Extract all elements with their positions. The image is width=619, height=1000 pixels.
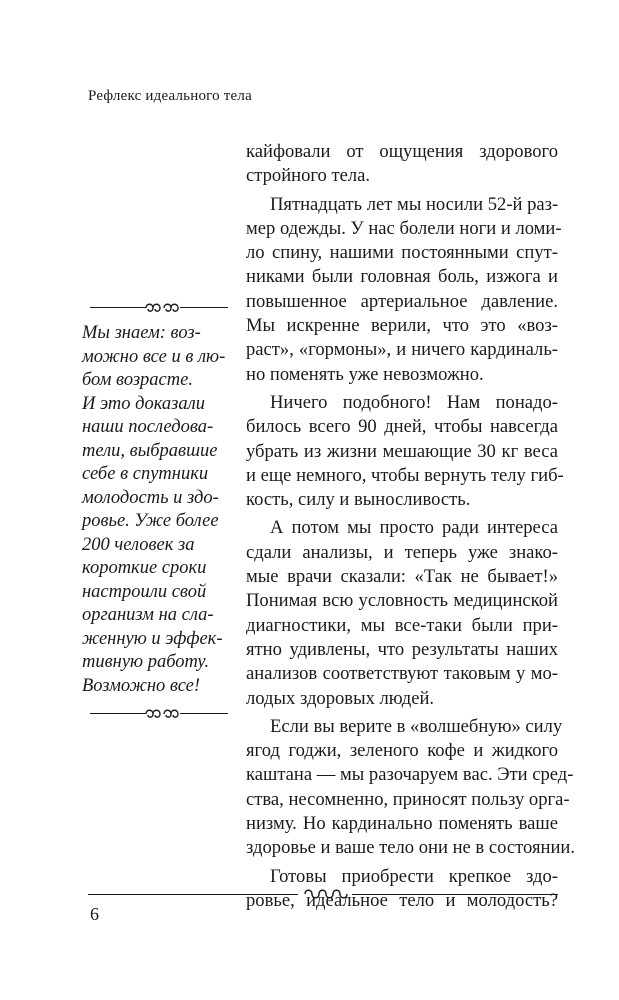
text-line: сдали анализы, и теперь уже знако- bbox=[246, 541, 558, 563]
sidebar-line: бом возрасте. bbox=[82, 370, 193, 390]
text-line: ровье, идеальное тело и молодость? bbox=[246, 889, 558, 911]
sidebar-bottom-ornament bbox=[82, 702, 234, 726]
sidebar-line: ровье. Уже более bbox=[82, 511, 219, 531]
curl-ornament-icon bbox=[142, 706, 182, 722]
sidebar-top-ornament bbox=[82, 296, 234, 320]
sidebar-line: тели, выбравшие bbox=[82, 440, 218, 461]
footer-ornament-rule bbox=[88, 882, 558, 906]
footer-rule-right bbox=[352, 894, 558, 895]
text-line: Ничего подобного! Нам понадо- bbox=[270, 391, 558, 413]
paragraph bbox=[246, 715, 575, 861]
text-line: Мы искренне верили, что это «воз- bbox=[246, 315, 558, 337]
ornament-rule-left bbox=[90, 307, 146, 308]
sidebar-line: организм на сла- bbox=[82, 605, 214, 625]
footer-rule-left bbox=[88, 894, 298, 895]
sidebar-line: И это доказали bbox=[82, 393, 205, 414]
ornament-rule-right bbox=[180, 713, 228, 714]
sidebar-line: тивную работу. bbox=[82, 652, 210, 672]
text-line: стройного тела. bbox=[246, 165, 371, 187]
text-line: убрать из жизни мешающие 30 кг веса bbox=[246, 440, 558, 462]
paragraph bbox=[246, 140, 558, 189]
text-line: ягод годжи, зеленого кофе и жидкого bbox=[246, 740, 558, 762]
sidebar-line: наши последова- bbox=[82, 417, 214, 437]
paragraph bbox=[246, 516, 558, 710]
sidebar-line: короткие сроки bbox=[82, 558, 207, 578]
text-line: анализов соответствуют таковым у мо- bbox=[246, 663, 558, 685]
sidebar-line: женную и эффек- bbox=[82, 628, 223, 649]
sidebar-line: молодость и здо- bbox=[82, 487, 219, 508]
text-line: А потом мы просто ради интереса bbox=[270, 517, 558, 539]
text-line: ства, несомненно, приносят пользу орга- bbox=[246, 788, 570, 810]
sidebar-quote-box bbox=[82, 296, 234, 726]
text-line: Готовы приобрести крепкое здо- bbox=[270, 865, 558, 887]
sidebar-line: себе в спутники bbox=[82, 464, 209, 484]
text-line: Понимая всю условность медицинской bbox=[246, 590, 558, 612]
sidebar-line: 200 человек за bbox=[82, 534, 195, 555]
sidebar-line: можно все и в лю- bbox=[82, 346, 226, 367]
text-line: ятно удивлены, что результаты наших bbox=[246, 638, 558, 660]
text-line: и еще немного, чтобы вернуть телу гиб- bbox=[246, 464, 564, 486]
text-line: никами были головная боль, изжога и bbox=[246, 266, 558, 288]
main-body-text bbox=[246, 140, 575, 917]
page-number: 6 bbox=[90, 904, 99, 924]
curl-ornament-icon bbox=[142, 300, 182, 316]
text-line: ло спину, нашими постоянными спут- bbox=[246, 242, 558, 264]
ornament-rule-right bbox=[180, 307, 228, 308]
text-line: здоровье и ваше тело они не в состоянии. bbox=[246, 837, 575, 859]
ornament-rule-left bbox=[90, 713, 146, 714]
text-line: повышенное артериальное давление. bbox=[246, 290, 558, 312]
text-line: кость, силу и выносливость. bbox=[246, 489, 471, 511]
sidebar-quote-text bbox=[82, 322, 234, 698]
text-line: лодых здоровых людей. bbox=[246, 687, 435, 709]
text-line: билось всего 90 дней, чтобы навсегда bbox=[246, 416, 558, 438]
text-line: Если вы верите в «волшебную» силу bbox=[270, 715, 563, 737]
footer-curl-ornament-icon bbox=[302, 886, 350, 902]
text-line: раст», «гормоны», и ничего кардиналь- bbox=[246, 339, 558, 361]
sidebar-line: Мы знаем: воз- bbox=[82, 323, 201, 343]
text-line: Пятнадцать лет мы носили 52-й раз- bbox=[270, 193, 559, 215]
running-head: Рефлекс идеального тела bbox=[88, 88, 252, 104]
text-line: диагностики, мы все-таки были при- bbox=[246, 614, 558, 636]
sidebar-line: Возможно все! bbox=[82, 675, 201, 696]
sidebar-line: настроили свой bbox=[82, 581, 207, 602]
text-line: низму. Но кардинально поменять ваше bbox=[246, 813, 558, 835]
text-line: каштана — мы разочаруем вас. Эти сред- bbox=[246, 764, 574, 786]
text-line: но поменять уже невозможно. bbox=[246, 363, 484, 385]
paragraph bbox=[246, 193, 562, 387]
text-line: кайфовали от ощущения здорового bbox=[246, 141, 558, 162]
paragraph bbox=[246, 391, 564, 512]
text-line: мые врачи сказали: «Так не бывает!» bbox=[246, 566, 558, 588]
text-line: мер одежды. У нас болели ноги и ломи- bbox=[246, 217, 562, 239]
